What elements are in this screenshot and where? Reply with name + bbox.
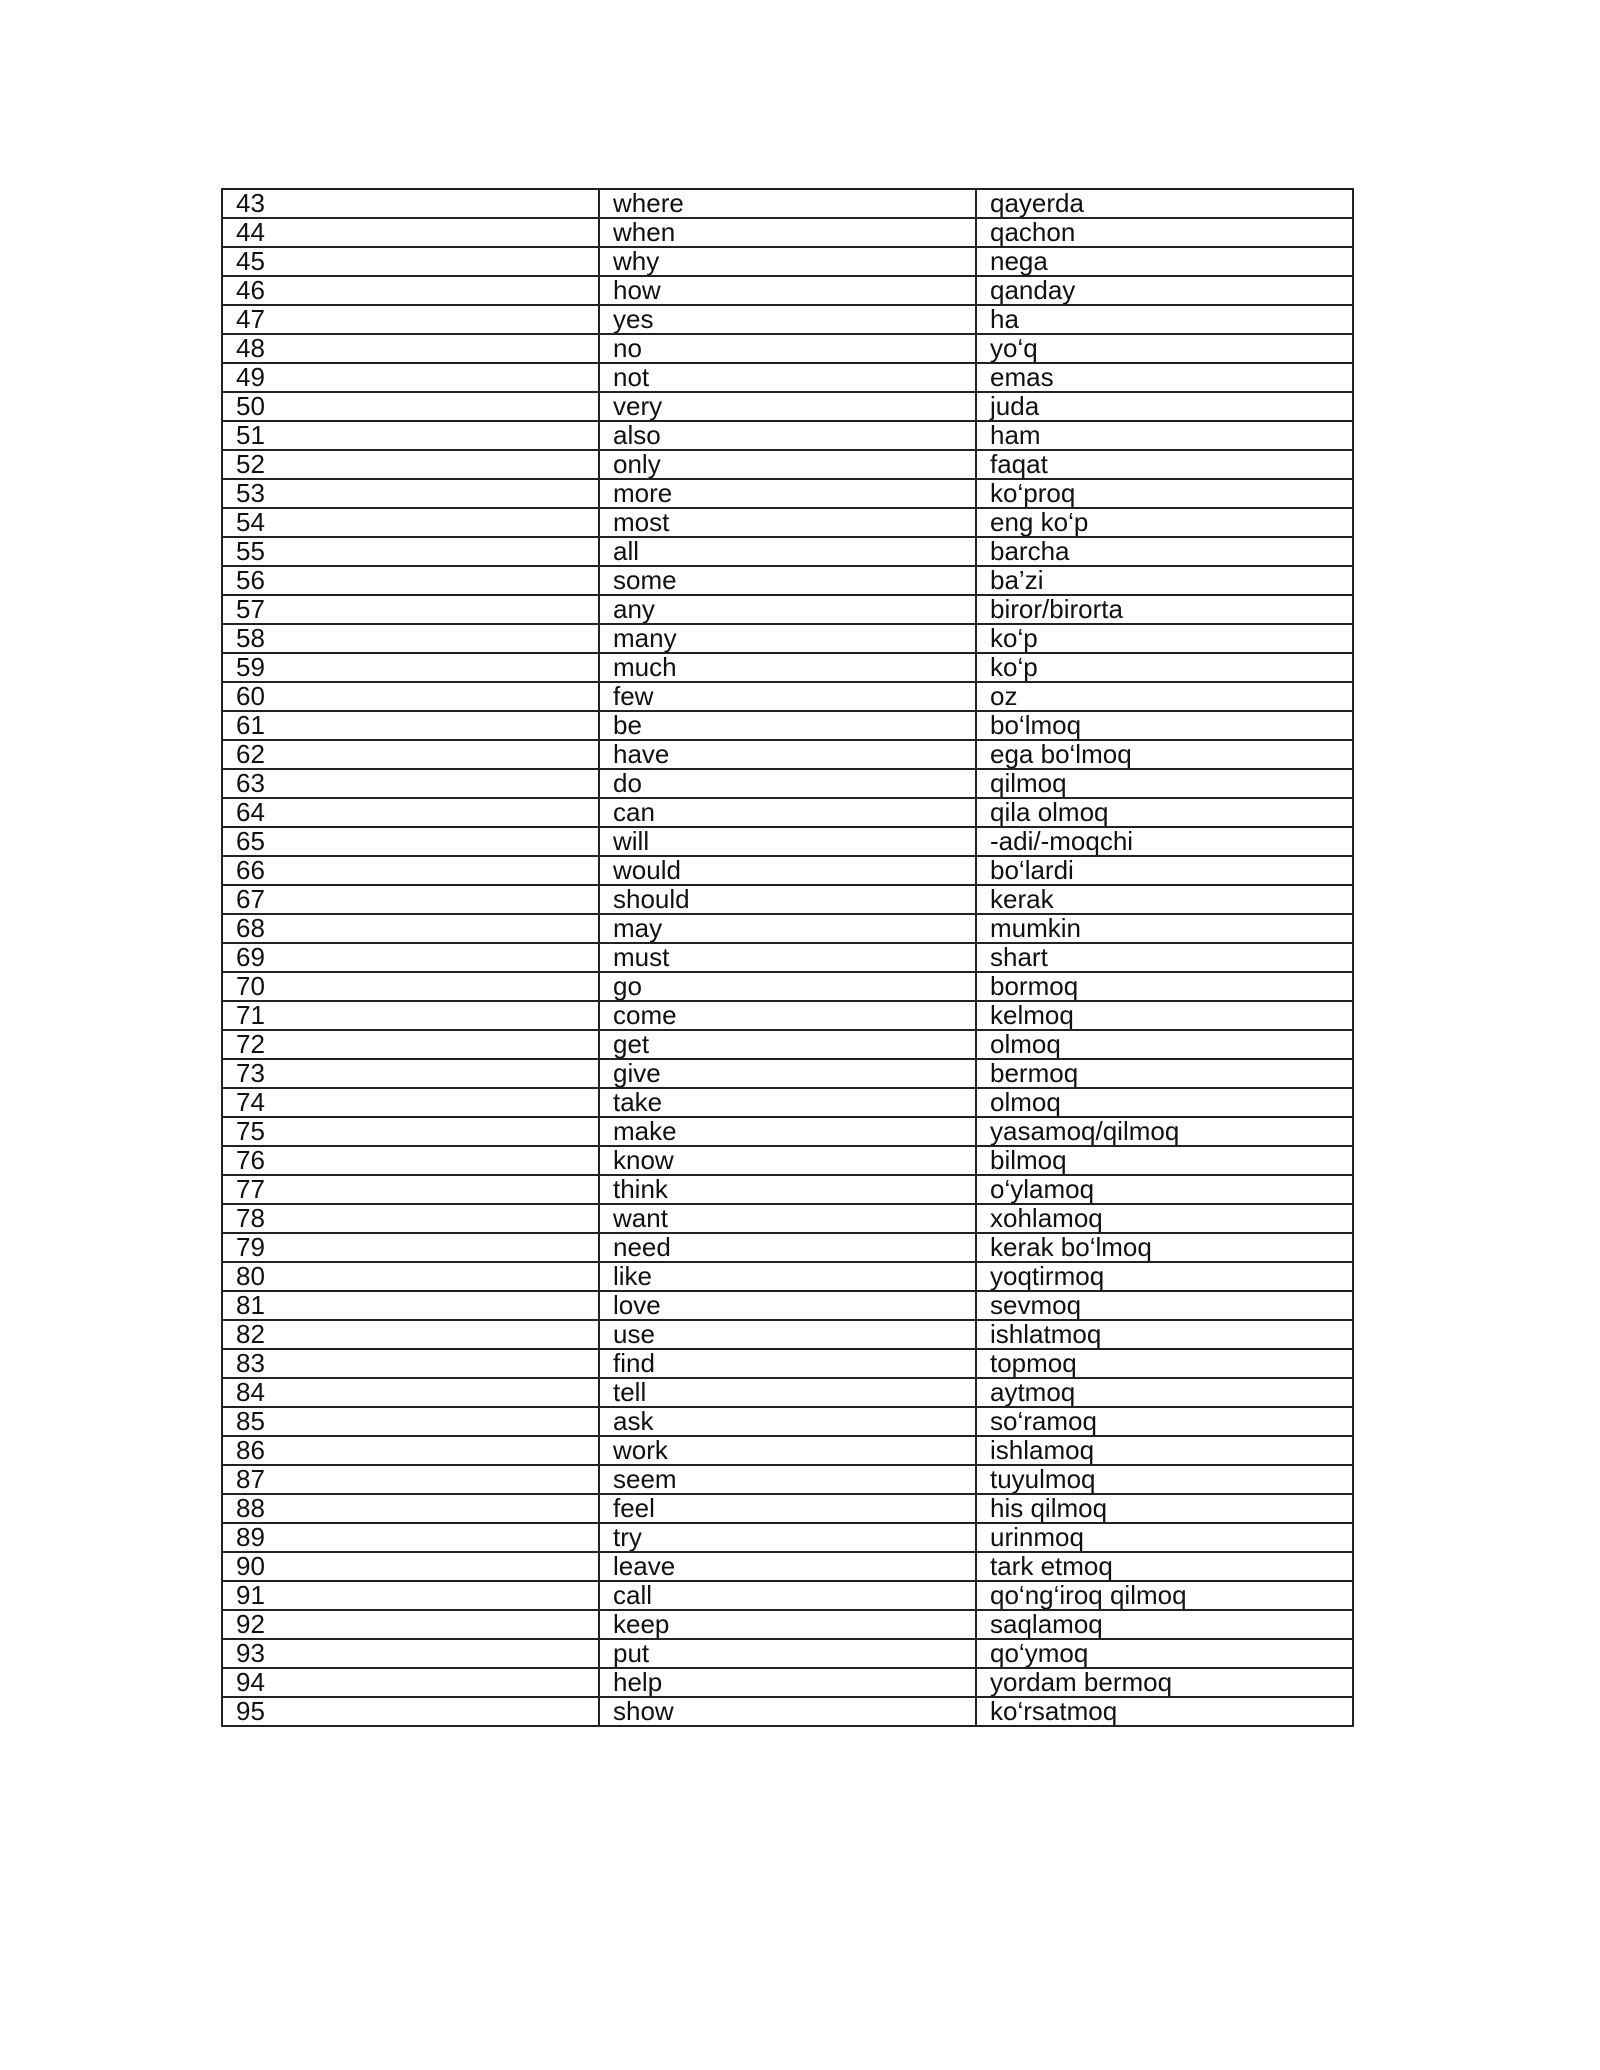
uzbek-translation-cell: ham — [976, 421, 1353, 450]
row-number-cell: 80 — [222, 1262, 599, 1291]
uzbek-translation-cell: eng ko‘p — [976, 508, 1353, 537]
uzbek-translation-cell: mumkin — [976, 914, 1353, 943]
row-number-cell: 69 — [222, 943, 599, 972]
table-row — [222, 1668, 1353, 1697]
row-number-cell: 49 — [222, 363, 599, 392]
row-number-cell: 50 — [222, 392, 599, 421]
english-word-cell: few — [599, 682, 976, 711]
table-row — [222, 914, 1353, 943]
vocabulary-table-body — [222, 189, 1353, 1726]
table-row — [222, 595, 1353, 624]
table-row — [222, 1407, 1353, 1436]
row-number-cell: 61 — [222, 711, 599, 740]
row-number-cell: 73 — [222, 1059, 599, 1088]
table-row — [222, 769, 1353, 798]
uzbek-translation-cell: ishlamoq — [976, 1436, 1353, 1465]
uzbek-translation-cell: olmoq — [976, 1030, 1353, 1059]
table-row — [222, 740, 1353, 769]
uzbek-translation-cell: ega bo‘lmoq — [976, 740, 1353, 769]
row-number-cell: 53 — [222, 479, 599, 508]
row-number-cell: 94 — [222, 1668, 599, 1697]
uzbek-translation-cell: faqat — [976, 450, 1353, 479]
table-row — [222, 856, 1353, 885]
row-number-cell: 52 — [222, 450, 599, 479]
table-row — [222, 189, 1353, 218]
table-row — [222, 1233, 1353, 1262]
uzbek-translation-cell: qayerda — [976, 189, 1353, 218]
row-number-cell: 86 — [222, 1436, 599, 1465]
uzbek-translation-cell: tark etmoq — [976, 1552, 1353, 1581]
english-word-cell: most — [599, 508, 976, 537]
english-word-cell: do — [599, 769, 976, 798]
english-word-cell: all — [599, 537, 976, 566]
row-number-cell: 43 — [222, 189, 599, 218]
table-row — [222, 1320, 1353, 1349]
english-word-cell: go — [599, 972, 976, 1001]
row-number-cell: 57 — [222, 595, 599, 624]
english-word-cell: come — [599, 1001, 976, 1030]
english-word-cell: yes — [599, 305, 976, 334]
english-word-cell: many — [599, 624, 976, 653]
table-row — [222, 479, 1353, 508]
uzbek-translation-cell: aytmoq — [976, 1378, 1353, 1407]
uzbek-translation-cell: oz — [976, 682, 1353, 711]
row-number-cell: 60 — [222, 682, 599, 711]
english-word-cell: should — [599, 885, 976, 914]
row-number-cell: 46 — [222, 276, 599, 305]
table-row — [222, 1378, 1353, 1407]
uzbek-translation-cell: yordam bermoq — [976, 1668, 1353, 1697]
row-number-cell: 85 — [222, 1407, 599, 1436]
table-row — [222, 1001, 1353, 1030]
row-number-cell: 92 — [222, 1610, 599, 1639]
row-number-cell: 91 — [222, 1581, 599, 1610]
english-word-cell: know — [599, 1146, 976, 1175]
table-row — [222, 1697, 1353, 1726]
english-word-cell: will — [599, 827, 976, 856]
uzbek-translation-cell: qanday — [976, 276, 1353, 305]
english-word-cell: try — [599, 1523, 976, 1552]
table-row — [222, 450, 1353, 479]
row-number-cell: 44 — [222, 218, 599, 247]
table-row — [222, 392, 1353, 421]
table-row — [222, 276, 1353, 305]
uzbek-translation-cell: yoqtirmoq — [976, 1262, 1353, 1291]
uzbek-translation-cell: nega — [976, 247, 1353, 276]
english-word-cell: keep — [599, 1610, 976, 1639]
row-number-cell: 66 — [222, 856, 599, 885]
table-row — [222, 1146, 1353, 1175]
uzbek-translation-cell: urinmoq — [976, 1523, 1353, 1552]
uzbek-translation-cell: biror/birorta — [976, 595, 1353, 624]
row-number-cell: 47 — [222, 305, 599, 334]
table-row — [222, 363, 1353, 392]
row-number-cell: 74 — [222, 1088, 599, 1117]
english-word-cell: have — [599, 740, 976, 769]
table-row — [222, 711, 1353, 740]
table-row — [222, 247, 1353, 276]
english-word-cell: get — [599, 1030, 976, 1059]
table-row — [222, 1639, 1353, 1668]
english-word-cell: take — [599, 1088, 976, 1117]
english-word-cell: be — [599, 711, 976, 740]
table-row — [222, 1465, 1353, 1494]
english-word-cell: love — [599, 1291, 976, 1320]
english-word-cell: like — [599, 1262, 976, 1291]
uzbek-translation-cell: ha — [976, 305, 1353, 334]
english-word-cell: can — [599, 798, 976, 827]
row-number-cell: 45 — [222, 247, 599, 276]
table-row — [222, 624, 1353, 653]
english-word-cell: make — [599, 1117, 976, 1146]
row-number-cell: 77 — [222, 1175, 599, 1204]
english-word-cell: more — [599, 479, 976, 508]
row-number-cell: 65 — [222, 827, 599, 856]
uzbek-translation-cell: emas — [976, 363, 1353, 392]
english-word-cell: very — [599, 392, 976, 421]
english-word-cell: tell — [599, 1378, 976, 1407]
row-number-cell: 70 — [222, 972, 599, 1001]
uzbek-translation-cell: kerak bo‘lmoq — [976, 1233, 1353, 1262]
uzbek-translation-cell: qila olmoq — [976, 798, 1353, 827]
english-word-cell: must — [599, 943, 976, 972]
english-word-cell: help — [599, 1668, 976, 1697]
row-number-cell: 75 — [222, 1117, 599, 1146]
english-word-cell: would — [599, 856, 976, 885]
english-word-cell: give — [599, 1059, 976, 1088]
uzbek-translation-cell: xohlamoq — [976, 1204, 1353, 1233]
row-number-cell: 64 — [222, 798, 599, 827]
table-row — [222, 1494, 1353, 1523]
row-number-cell: 62 — [222, 740, 599, 769]
uzbek-translation-cell: ko‘p — [976, 624, 1353, 653]
uzbek-translation-cell: yo‘q — [976, 334, 1353, 363]
table-row — [222, 218, 1353, 247]
row-number-cell: 56 — [222, 566, 599, 595]
table-row — [222, 566, 1353, 595]
row-number-cell: 88 — [222, 1494, 599, 1523]
english-word-cell: need — [599, 1233, 976, 1262]
english-word-cell: feel — [599, 1494, 976, 1523]
uzbek-translation-cell: topmoq — [976, 1349, 1353, 1378]
table-row — [222, 943, 1353, 972]
uzbek-translation-cell: ko‘proq — [976, 479, 1353, 508]
uzbek-translation-cell: -adi/-moqchi — [976, 827, 1353, 856]
uzbek-translation-cell: qachon — [976, 218, 1353, 247]
english-word-cell: use — [599, 1320, 976, 1349]
english-word-cell: leave — [599, 1552, 976, 1581]
english-word-cell: much — [599, 653, 976, 682]
table-row — [222, 1523, 1353, 1552]
table-row — [222, 1175, 1353, 1204]
row-number-cell: 51 — [222, 421, 599, 450]
table-row — [222, 1262, 1353, 1291]
table-row — [222, 508, 1353, 537]
table-row — [222, 305, 1353, 334]
uzbek-translation-cell: shart — [976, 943, 1353, 972]
uzbek-translation-cell: ko‘p — [976, 653, 1353, 682]
row-number-cell: 95 — [222, 1697, 599, 1726]
uzbek-translation-cell: olmoq — [976, 1088, 1353, 1117]
uzbek-translation-cell: saqlamoq — [976, 1610, 1353, 1639]
row-number-cell: 54 — [222, 508, 599, 537]
uzbek-translation-cell: tuyulmoq — [976, 1465, 1353, 1494]
english-word-cell: want — [599, 1204, 976, 1233]
table-row — [222, 537, 1353, 566]
row-number-cell: 63 — [222, 769, 599, 798]
english-word-cell: also — [599, 421, 976, 450]
table-row — [222, 421, 1353, 450]
english-word-cell: why — [599, 247, 976, 276]
row-number-cell: 59 — [222, 653, 599, 682]
table-row — [222, 653, 1353, 682]
row-number-cell: 90 — [222, 1552, 599, 1581]
table-row — [222, 1552, 1353, 1581]
row-number-cell: 55 — [222, 537, 599, 566]
row-number-cell: 76 — [222, 1146, 599, 1175]
table-row — [222, 1349, 1353, 1378]
english-word-cell: ask — [599, 1407, 976, 1436]
table-row — [222, 1436, 1353, 1465]
english-word-cell: only — [599, 450, 976, 479]
table-row — [222, 1059, 1353, 1088]
vocabulary-table — [221, 188, 1354, 1727]
english-word-cell: think — [599, 1175, 976, 1204]
row-number-cell: 67 — [222, 885, 599, 914]
english-word-cell: call — [599, 1581, 976, 1610]
english-word-cell: any — [599, 595, 976, 624]
english-word-cell: no — [599, 334, 976, 363]
table-row — [222, 1088, 1353, 1117]
row-number-cell: 79 — [222, 1233, 599, 1262]
english-word-cell: some — [599, 566, 976, 595]
table-row — [222, 334, 1353, 363]
uzbek-translation-cell: his qilmoq — [976, 1494, 1353, 1523]
table-row — [222, 1581, 1353, 1610]
row-number-cell: 48 — [222, 334, 599, 363]
uzbek-translation-cell: ko‘rsatmoq — [976, 1697, 1353, 1726]
row-number-cell: 71 — [222, 1001, 599, 1030]
english-word-cell: work — [599, 1436, 976, 1465]
table-row — [222, 682, 1353, 711]
uzbek-translation-cell: bo‘lmoq — [976, 711, 1353, 740]
row-number-cell: 81 — [222, 1291, 599, 1320]
table-row — [222, 1291, 1353, 1320]
table-row — [222, 1030, 1353, 1059]
uzbek-translation-cell: bo‘lardi — [976, 856, 1353, 885]
uzbek-translation-cell: sevmoq — [976, 1291, 1353, 1320]
english-word-cell: seem — [599, 1465, 976, 1494]
uzbek-translation-cell: kelmoq — [976, 1001, 1353, 1030]
table-row — [222, 1117, 1353, 1146]
english-word-cell: how — [599, 276, 976, 305]
row-number-cell: 89 — [222, 1523, 599, 1552]
table-row — [222, 972, 1353, 1001]
uzbek-translation-cell: o‘ylamoq — [976, 1175, 1353, 1204]
row-number-cell: 87 — [222, 1465, 599, 1494]
english-word-cell: find — [599, 1349, 976, 1378]
english-word-cell: put — [599, 1639, 976, 1668]
uzbek-translation-cell: barcha — [976, 537, 1353, 566]
row-number-cell: 68 — [222, 914, 599, 943]
uzbek-translation-cell: qo‘ng‘iroq qilmoq — [976, 1581, 1353, 1610]
uzbek-translation-cell: kerak — [976, 885, 1353, 914]
uzbek-translation-cell: yasamoq/qilmoq — [976, 1117, 1353, 1146]
uzbek-translation-cell: bermoq — [976, 1059, 1353, 1088]
table-row — [222, 885, 1353, 914]
row-number-cell: 58 — [222, 624, 599, 653]
table-row — [222, 827, 1353, 856]
english-word-cell: where — [599, 189, 976, 218]
english-word-cell: show — [599, 1697, 976, 1726]
uzbek-translation-cell: qilmoq — [976, 769, 1353, 798]
row-number-cell: 83 — [222, 1349, 599, 1378]
table-row — [222, 798, 1353, 827]
english-word-cell: when — [599, 218, 976, 247]
row-number-cell: 78 — [222, 1204, 599, 1233]
row-number-cell: 84 — [222, 1378, 599, 1407]
row-number-cell: 82 — [222, 1320, 599, 1349]
row-number-cell: 72 — [222, 1030, 599, 1059]
uzbek-translation-cell: ba’zi — [976, 566, 1353, 595]
table-row — [222, 1204, 1353, 1233]
uzbek-translation-cell: juda — [976, 392, 1353, 421]
table-row — [222, 1610, 1353, 1639]
uzbek-translation-cell: ishlatmoq — [976, 1320, 1353, 1349]
uzbek-translation-cell: qo‘ymoq — [976, 1639, 1353, 1668]
uzbek-translation-cell: so‘ramoq — [976, 1407, 1353, 1436]
row-number-cell: 93 — [222, 1639, 599, 1668]
uzbek-translation-cell: bilmoq — [976, 1146, 1353, 1175]
english-word-cell: not — [599, 363, 976, 392]
uzbek-translation-cell: bormoq — [976, 972, 1353, 1001]
english-word-cell: may — [599, 914, 976, 943]
